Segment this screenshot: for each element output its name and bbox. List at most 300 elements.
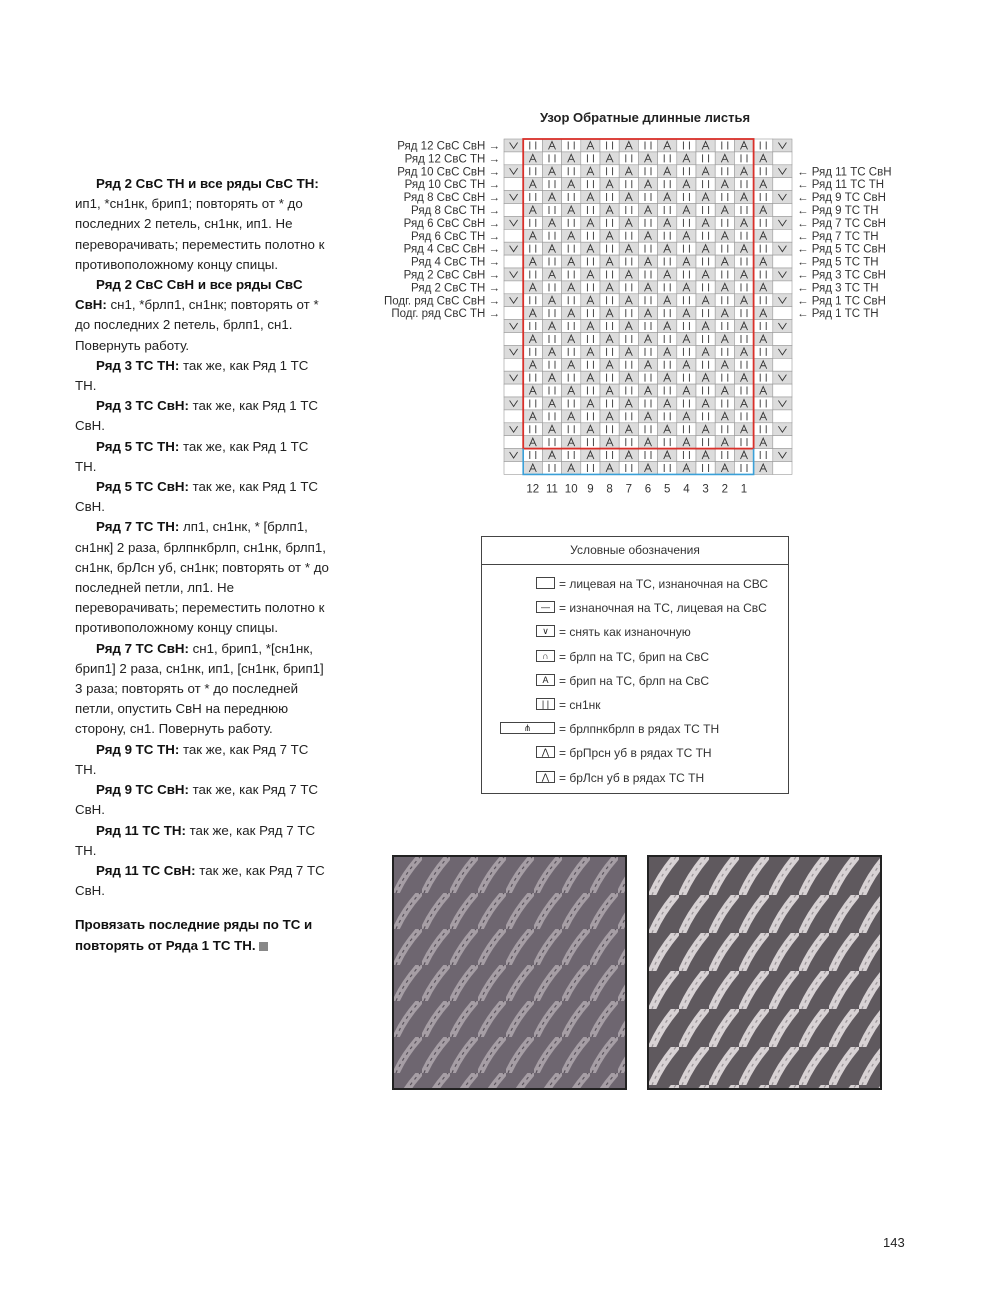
chart-right-label: ← Ряд 9 ТС СвН bbox=[797, 192, 886, 205]
chart-cell bbox=[619, 255, 638, 268]
legend-item bbox=[482, 743, 788, 763]
chart-left-label: Ряд 6 СвС СвН → bbox=[403, 217, 500, 230]
instruction-row-3-rs-cc: Ряд 3 ТС СвН: так же, как Ряд 1 ТС СвН. bbox=[75, 398, 319, 434]
chart-cell bbox=[504, 229, 523, 242]
chart-cell bbox=[504, 294, 523, 307]
chart-cell bbox=[504, 165, 523, 178]
chart-cell bbox=[581, 152, 600, 165]
chart-cell bbox=[600, 268, 619, 281]
legend-text: = брЛсн уб в рядах ТС ТН bbox=[559, 770, 705, 785]
chart-cell bbox=[504, 281, 523, 294]
chart-cell bbox=[696, 358, 715, 371]
chart-cell bbox=[677, 294, 696, 307]
chart-cell bbox=[638, 165, 657, 178]
chart-cell bbox=[773, 178, 792, 191]
chart-cell bbox=[600, 165, 619, 178]
legend-item bbox=[482, 768, 788, 788]
swatch-photo-low-contrast bbox=[392, 855, 627, 1090]
chart-cell bbox=[619, 410, 638, 423]
chart-cell bbox=[562, 216, 581, 229]
chart-cell bbox=[754, 191, 773, 204]
chart-cell bbox=[638, 423, 657, 436]
chart-cell bbox=[504, 423, 523, 436]
legend-symbol-v-icon: ∨ bbox=[536, 625, 555, 637]
legend-item bbox=[482, 695, 788, 715]
chart-cell bbox=[715, 216, 734, 229]
chart-cell bbox=[677, 320, 696, 333]
chart-right-label: ← Ряд 3 ТС ТН bbox=[797, 282, 879, 295]
legend-box bbox=[481, 536, 789, 794]
chart-cell bbox=[619, 281, 638, 294]
chart-cell bbox=[600, 345, 619, 358]
chart-cell bbox=[773, 436, 792, 449]
chart-cell bbox=[658, 410, 677, 423]
chart-cell bbox=[773, 242, 792, 255]
chart-column-number: 12 bbox=[526, 483, 540, 496]
chart-cell bbox=[658, 462, 677, 475]
chart-cell bbox=[542, 462, 561, 475]
chart-cell bbox=[619, 229, 638, 242]
chart-cell bbox=[715, 165, 734, 178]
chart-cell bbox=[581, 204, 600, 217]
chart-cell bbox=[523, 320, 542, 333]
instruction-row-3-rs-mc: Ряд 3 ТС ТН: так же, как Ряд 1 ТС ТН. bbox=[75, 357, 309, 394]
chart-cell bbox=[696, 229, 715, 242]
chart-right-label: ← Ряд 3 ТС СвН bbox=[797, 269, 886, 282]
chart-cell bbox=[504, 178, 523, 191]
chart-cell bbox=[658, 384, 677, 397]
chart-cell bbox=[600, 242, 619, 255]
legend-item bbox=[482, 671, 788, 691]
legend-symbol-wide-icon: ⋔ bbox=[500, 722, 555, 734]
chart-cell bbox=[754, 165, 773, 178]
chart-cell bbox=[715, 294, 734, 307]
chart-cell bbox=[715, 449, 734, 462]
chart-column-number: 4 bbox=[683, 483, 690, 496]
chart-cell bbox=[523, 345, 542, 358]
chart-right-label: ← Ряд 5 ТС ТН bbox=[797, 256, 879, 269]
chart-cell bbox=[658, 436, 677, 449]
chart-cell bbox=[773, 358, 792, 371]
chart-cell bbox=[734, 229, 753, 242]
chart-cell bbox=[696, 178, 715, 191]
chart-cell bbox=[542, 333, 561, 346]
chart-cell bbox=[504, 462, 523, 475]
chart-cell bbox=[715, 242, 734, 255]
legend-symbol-dash-icon: — bbox=[536, 601, 555, 613]
chart-cell bbox=[754, 242, 773, 255]
chart-right-label: ← Ряд 7 ТС ТН bbox=[797, 230, 879, 243]
chart-title: Узор Обратные длинные листья bbox=[539, 110, 751, 125]
chart-cell bbox=[754, 139, 773, 152]
chart-cell bbox=[734, 255, 753, 268]
instruction-row-5-rs-mc: Ряд 5 ТС ТН: так же, как Ряд 1 ТС ТН. bbox=[75, 438, 309, 474]
chart-cell bbox=[696, 152, 715, 165]
chart-cell bbox=[715, 397, 734, 410]
chart-column-number: 3 bbox=[702, 483, 709, 496]
chart-cell bbox=[638, 139, 657, 152]
chart-cell bbox=[600, 191, 619, 204]
chart-column-number: 2 bbox=[721, 483, 729, 496]
chart-cell bbox=[542, 281, 561, 294]
chart-cell bbox=[638, 449, 657, 462]
chart-cell bbox=[619, 384, 638, 397]
chart-cell bbox=[773, 152, 792, 165]
chart-cell bbox=[773, 281, 792, 294]
instruction-row-9-rs-mc: Ряд 9 ТС ТН: так же, как Ряд 7 ТС ТН. bbox=[75, 741, 309, 777]
chart-right-label: ← Ряд 5 ТС СвН bbox=[797, 243, 886, 256]
legend-text: = брип на ТС, брлп на СвС bbox=[559, 673, 710, 688]
chart-column-number: 6 bbox=[644, 483, 652, 496]
chart-cell bbox=[619, 333, 638, 346]
chart-cell bbox=[562, 139, 581, 152]
chart-cell bbox=[677, 191, 696, 204]
chart-cell bbox=[542, 204, 561, 217]
chart-cell bbox=[754, 320, 773, 333]
legend-text: = изнаночная на ТС, лицевая на СвС bbox=[559, 601, 767, 616]
chart-cell bbox=[600, 371, 619, 384]
chart-right-label: ← Ряд 7 ТС СвН bbox=[797, 217, 886, 230]
chart-cell bbox=[773, 371, 792, 384]
chart-cell bbox=[581, 255, 600, 268]
chart-cell bbox=[600, 320, 619, 333]
chart-cell bbox=[677, 371, 696, 384]
chart-cell bbox=[562, 191, 581, 204]
chart-cell bbox=[754, 268, 773, 281]
chart-cell bbox=[715, 320, 734, 333]
chart-cell bbox=[773, 333, 792, 346]
chart-cell bbox=[581, 462, 600, 475]
chart-cell bbox=[562, 242, 581, 255]
chart-cell bbox=[773, 229, 792, 242]
chart-cell bbox=[542, 358, 561, 371]
chart-cell bbox=[696, 462, 715, 475]
chart-cell bbox=[581, 307, 600, 320]
chart-cell bbox=[600, 139, 619, 152]
chart-cell bbox=[773, 294, 792, 307]
chart-cell bbox=[581, 229, 600, 242]
chart-cell bbox=[504, 242, 523, 255]
end-square-icon bbox=[259, 942, 268, 951]
chart-right-label: ← Ряд 9 ТС ТН bbox=[797, 204, 879, 217]
chart-left-label: Подг. ряд СвС ТН → bbox=[391, 308, 500, 321]
chart-cell bbox=[696, 204, 715, 217]
page-number: 143 bbox=[883, 1235, 905, 1250]
chart-cell bbox=[581, 358, 600, 371]
chart-cell bbox=[754, 345, 773, 358]
legend-symbol-rdec-icon: ⋀ bbox=[536, 746, 555, 758]
chart-left-label: Ряд 2 СвС ТН → bbox=[411, 282, 500, 295]
legend-symbol-ldec-icon: ⋀ bbox=[536, 771, 555, 783]
chart-cell bbox=[773, 397, 792, 410]
legend-symbol-arch-icon: ∩ bbox=[536, 650, 555, 662]
chart-cell bbox=[677, 397, 696, 410]
chart-cell bbox=[715, 371, 734, 384]
chart-cell bbox=[542, 384, 561, 397]
instruction-row-2-ws-cc: Ряд 2 СвС СвН и все ряды СвС СвН: сн1, *брлп1, сн1нк; повторять от * до последних 2 петель, брлп1, сн1. Повернуть работу. bbox=[75, 277, 319, 353]
chart-cell bbox=[523, 371, 542, 384]
chart-cell bbox=[677, 423, 696, 436]
chart-cell bbox=[523, 397, 542, 410]
chart-cell bbox=[773, 307, 792, 320]
instruction-row-7-rs-cc: Ряд 7 ТС СвН: сн1, брип1, *[сн1нк, брип1] 2 раза, сн1нк, ип1, [сн1нк, брип1] 3 раза; повторять от * до последней петли, опустить СвН на переднюю сторону, сн1. Повернуть работу. bbox=[75, 640, 324, 737]
chart-cell bbox=[504, 371, 523, 384]
chart-cell bbox=[562, 371, 581, 384]
legend-item bbox=[482, 598, 788, 618]
chart-cell bbox=[542, 229, 561, 242]
chart-cell bbox=[734, 307, 753, 320]
chart-cell bbox=[754, 449, 773, 462]
chart-cell bbox=[504, 436, 523, 449]
chart-cell bbox=[562, 397, 581, 410]
instruction-row-11-rs-mc: Ряд 11 ТС ТН: так же, как Ряд 7 ТС ТН. bbox=[75, 822, 316, 858]
chart-cell bbox=[600, 423, 619, 436]
chart-cell bbox=[773, 449, 792, 462]
chart-cell bbox=[773, 204, 792, 217]
chart-cell bbox=[677, 345, 696, 358]
chart-cell bbox=[523, 294, 542, 307]
chart-cell bbox=[715, 191, 734, 204]
chart-cell bbox=[696, 281, 715, 294]
swatch-texture-1 bbox=[394, 857, 627, 1090]
chart-cell bbox=[542, 178, 561, 191]
chart-right-label: ← Ряд 1 ТС СвН bbox=[797, 295, 886, 308]
chart-cell bbox=[658, 333, 677, 346]
chart-cell bbox=[542, 152, 561, 165]
chart-cell bbox=[581, 333, 600, 346]
legend-symbol-blank-icon bbox=[536, 577, 555, 589]
chart-cell bbox=[677, 216, 696, 229]
chart-cell bbox=[734, 152, 753, 165]
chart-cell bbox=[523, 191, 542, 204]
chart-cell bbox=[581, 436, 600, 449]
chart-cell bbox=[581, 410, 600, 423]
chart-left-label: Ряд 4 СвС ТН → bbox=[411, 256, 500, 269]
chart-cell bbox=[638, 320, 657, 333]
legend-symbol-bars-icon: | | bbox=[536, 698, 555, 710]
chart-right-label: ← Ряд 11 ТС ТН bbox=[797, 179, 885, 192]
chart-cell bbox=[562, 345, 581, 358]
chart-cell bbox=[696, 333, 715, 346]
chart-cell bbox=[619, 178, 638, 191]
chart-column-number: 8 bbox=[606, 483, 613, 496]
chart-column-number: 7 bbox=[625, 483, 633, 496]
chart-cell bbox=[638, 397, 657, 410]
chart-cell bbox=[658, 281, 677, 294]
chart-cell bbox=[504, 191, 523, 204]
chart-left-label: Ряд 12 СвС ТН → bbox=[404, 153, 500, 166]
chart-cell bbox=[542, 307, 561, 320]
chart-column-number: 11 bbox=[546, 483, 558, 496]
chart-cell bbox=[734, 436, 753, 449]
chart-cell bbox=[638, 345, 657, 358]
chart-cell bbox=[773, 384, 792, 397]
chart-cell bbox=[773, 320, 792, 333]
chart-left-label: Ряд 12 СвС СвН → bbox=[397, 140, 500, 153]
chart-cell bbox=[504, 307, 523, 320]
chart-left-label: Ряд 2 СвС СвН → bbox=[403, 269, 500, 282]
chart-cell bbox=[504, 152, 523, 165]
chart-cell bbox=[773, 139, 792, 152]
chart-cell bbox=[677, 242, 696, 255]
chart-cell bbox=[562, 449, 581, 462]
chart-cell bbox=[638, 191, 657, 204]
chart-cell bbox=[619, 204, 638, 217]
chart-cell bbox=[619, 436, 638, 449]
chart-cell bbox=[658, 178, 677, 191]
chart-cell bbox=[504, 139, 523, 152]
legend-item bbox=[482, 622, 788, 642]
chart-cell bbox=[773, 165, 792, 178]
chart-cell bbox=[638, 371, 657, 384]
chart-cell bbox=[715, 268, 734, 281]
chart-left-label: Ряд 10 СвС СвН → bbox=[397, 166, 500, 179]
instruction-row-2-ws-mc: Ряд 2 СвС ТН и все ряды СвС ТН: ип1, *сн1нк, брип1; повторять от * до последних 2 петель, сн1нк, ип1. Не переворачивать; переместить полотно к противоположному концу спицы. bbox=[75, 176, 325, 272]
chart-cell bbox=[542, 410, 561, 423]
chart-cell bbox=[619, 307, 638, 320]
chart-cell bbox=[677, 165, 696, 178]
chart-cell bbox=[504, 333, 523, 346]
chart-cell bbox=[677, 449, 696, 462]
chart-left-label: Ряд 10 СвС ТН → bbox=[404, 179, 500, 192]
chart-right-label: ← Ряд 1 ТС ТН bbox=[797, 308, 879, 321]
chart-cell bbox=[581, 281, 600, 294]
chart-cell bbox=[696, 307, 715, 320]
chart-cell bbox=[638, 242, 657, 255]
chart-cell bbox=[504, 216, 523, 229]
chart-cell bbox=[773, 216, 792, 229]
legend-title: Условные обозначения bbox=[482, 537, 788, 565]
chart-cell bbox=[658, 229, 677, 242]
chart-cell bbox=[504, 268, 523, 281]
chart-cell bbox=[773, 255, 792, 268]
chart-cell bbox=[658, 204, 677, 217]
chart-cell bbox=[562, 268, 581, 281]
chart-cell bbox=[638, 294, 657, 307]
chart-cell bbox=[734, 462, 753, 475]
chart-cell bbox=[638, 268, 657, 281]
chart-cell bbox=[523, 423, 542, 436]
chart-cell bbox=[581, 178, 600, 191]
chart-cell bbox=[504, 358, 523, 371]
chart-cell bbox=[773, 345, 792, 358]
chart-cell bbox=[600, 216, 619, 229]
chart-cell bbox=[562, 294, 581, 307]
chart-cell bbox=[619, 358, 638, 371]
chart-cell bbox=[696, 410, 715, 423]
chart-cell bbox=[504, 449, 523, 462]
chart-cell bbox=[619, 462, 638, 475]
instruction-row-11-rs-cc: Ряд 11 ТС СвН: так же, как Ряд 7 ТС СвН. bbox=[75, 862, 325, 899]
legend-text: = брлп на ТС, брип на СвС bbox=[559, 649, 710, 664]
chart-right-label: ← Ряд 11 ТС СвН bbox=[797, 166, 892, 179]
chart-column-number: 5 bbox=[663, 483, 671, 496]
chart-column-number: 10 bbox=[564, 483, 578, 496]
legend-text: = брлпнкбрлп в рядах ТС ТН bbox=[559, 722, 720, 737]
legend-text: = сн1нк bbox=[559, 698, 601, 712]
chart-cell bbox=[773, 410, 792, 423]
chart-cell bbox=[734, 281, 753, 294]
instruction-row-7-rs-mc: Ряд 7 ТС ТН: лп1, сн1нк, * [брлп1, сн1нк] 2 раза, брлпнкбрлп, сн1нк, брлп1, сн1нк, брЛсн уб, сн1нк; повторять от * до последней петли, лп1. Не переворачивать; переместить полотно к противоположному концу спицы. bbox=[75, 519, 329, 636]
chart-cell bbox=[677, 268, 696, 281]
legend-text: = брПрсн уб в рядах ТС ТН bbox=[559, 746, 712, 761]
chart-cell bbox=[677, 139, 696, 152]
chart-cell bbox=[754, 371, 773, 384]
chart-column-number: 1 bbox=[740, 483, 748, 496]
chart-cell bbox=[754, 294, 773, 307]
chart-cell bbox=[715, 139, 734, 152]
chart-cell bbox=[504, 255, 523, 268]
legend-symbol-a-icon: A bbox=[536, 674, 555, 686]
chart-cell bbox=[658, 152, 677, 165]
chart-left-label: Ряд 8 СвС ТН → bbox=[411, 204, 500, 217]
chart-cell bbox=[562, 423, 581, 436]
chart-cell bbox=[523, 242, 542, 255]
chart-cell bbox=[523, 216, 542, 229]
legend-item bbox=[482, 719, 788, 739]
chart-cell bbox=[754, 397, 773, 410]
chart-cell bbox=[600, 294, 619, 307]
chart-cell bbox=[638, 216, 657, 229]
chart-cell bbox=[734, 204, 753, 217]
chart-cell bbox=[562, 165, 581, 178]
chart-cell bbox=[696, 384, 715, 397]
chart-cell bbox=[734, 358, 753, 371]
chart-cell bbox=[773, 462, 792, 475]
chart-cell bbox=[715, 423, 734, 436]
chart-cell bbox=[504, 204, 523, 217]
chart-cell bbox=[696, 255, 715, 268]
chart-left-label: Ряд 8 СвС СвН → bbox=[403, 192, 500, 205]
chart-cell bbox=[600, 397, 619, 410]
chart-cell bbox=[734, 384, 753, 397]
chart-cell bbox=[504, 320, 523, 333]
chart-cell bbox=[773, 423, 792, 436]
chart-cell bbox=[523, 449, 542, 462]
chart-cell bbox=[542, 436, 561, 449]
chart-cell bbox=[715, 345, 734, 358]
swatch-photo-high-contrast bbox=[647, 855, 882, 1090]
chart-cell bbox=[504, 384, 523, 397]
chart-cell bbox=[581, 384, 600, 397]
legend-text: = снять как изнаночную bbox=[559, 625, 691, 640]
knitting-chart bbox=[0, 0, 997, 500]
chart-cell bbox=[658, 255, 677, 268]
chart-cell bbox=[754, 423, 773, 436]
final-instruction: Провязать последние ряды по ТС и повторять от Ряда 1 ТС ТН. bbox=[75, 917, 313, 953]
legend-item bbox=[482, 647, 788, 667]
chart-cell bbox=[542, 255, 561, 268]
chart-cell bbox=[734, 333, 753, 346]
chart-column-number: 9 bbox=[587, 483, 594, 496]
chart-cell bbox=[773, 268, 792, 281]
chart-cell bbox=[658, 307, 677, 320]
chart-cell bbox=[696, 436, 715, 449]
swatch-texture-2 bbox=[649, 857, 882, 1090]
legend-item bbox=[482, 574, 788, 594]
chart-cell bbox=[523, 268, 542, 281]
chart-cell bbox=[734, 410, 753, 423]
chart-cell bbox=[504, 345, 523, 358]
chart-cell bbox=[504, 397, 523, 410]
chart-cell bbox=[523, 139, 542, 152]
chart-cell bbox=[504, 410, 523, 423]
chart-cell bbox=[734, 178, 753, 191]
chart-left-label: Ряд 4 СвС СвН → bbox=[403, 243, 500, 256]
instruction-row-9-rs-cc: Ряд 9 ТС СвН: так же, как Ряд 7 ТС СвН. bbox=[75, 782, 319, 818]
chart-left-label: Подг. ряд СвС СвН → bbox=[383, 295, 500, 308]
chart-cell bbox=[754, 216, 773, 229]
